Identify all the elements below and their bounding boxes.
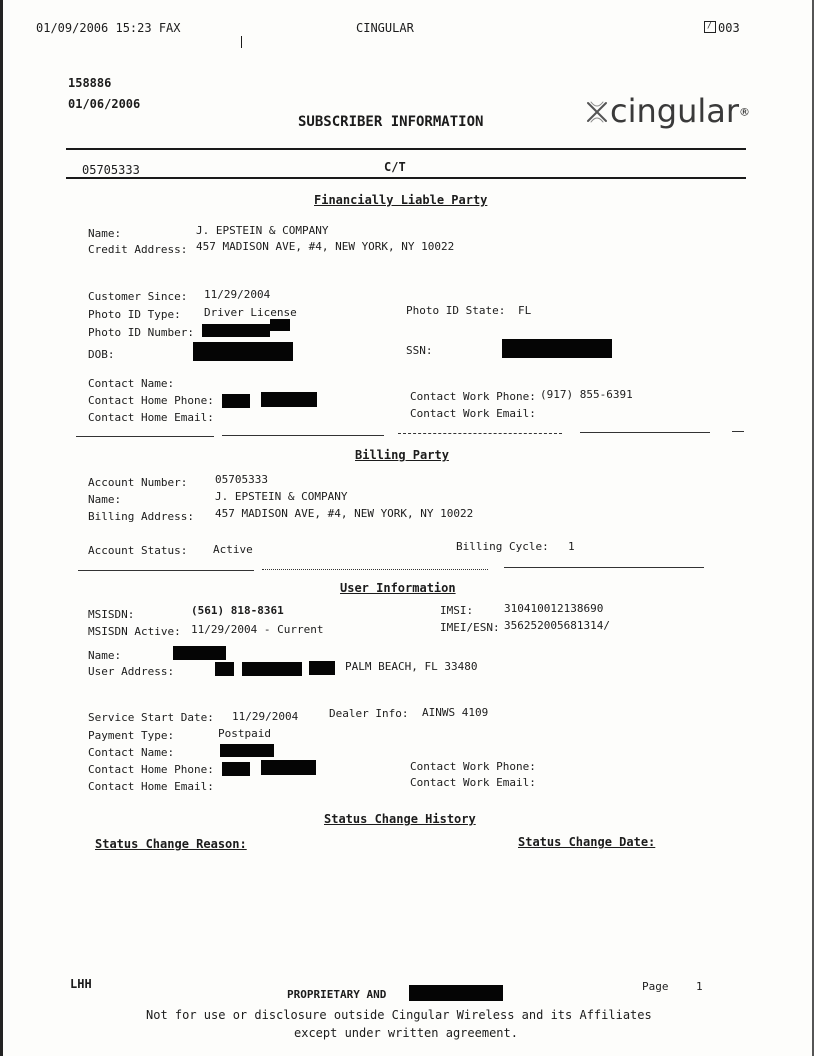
redaction-address-3 bbox=[309, 661, 335, 675]
bp-account-number: 05705333 bbox=[215, 473, 268, 486]
billing-party-heading: Billing Party bbox=[355, 448, 449, 462]
bp-account-number-label: Account Number: bbox=[88, 476, 188, 489]
fl-dob-label: DOB: bbox=[88, 348, 115, 361]
separator-2a bbox=[78, 570, 254, 571]
ui-contact-home-email-label: Contact Home Email: bbox=[88, 780, 214, 793]
bp-billing-cycle-label: Billing Cycle: bbox=[456, 540, 549, 553]
redaction-ssn bbox=[502, 339, 612, 358]
redaction-ui-home-phone-area bbox=[222, 762, 250, 776]
bp-name: J. EPSTEIN & COMPANY bbox=[215, 490, 348, 503]
ui-user-address-label: User Address: bbox=[88, 665, 175, 678]
user-information-heading: User Information bbox=[340, 581, 456, 595]
fl-photo-id-type-label: Photo ID Type: bbox=[88, 308, 181, 321]
ui-msisdn: (561) 818-8361 bbox=[191, 604, 284, 617]
footer-notice-line1: Not for use or disclosure outside Cingular Wireless and its Affiliates bbox=[146, 1008, 652, 1022]
ui-dealer-info-label: Dealer Info: bbox=[329, 707, 409, 720]
doc-date: 01/06/2006 bbox=[68, 97, 141, 111]
fl-customer-since: 11/29/2004 bbox=[204, 288, 271, 301]
fl-contact-work-phone: (917) 855-6391 bbox=[540, 388, 633, 401]
fax-page-icon: / bbox=[704, 21, 716, 33]
redaction-photo-id-number-2 bbox=[270, 319, 290, 331]
ref-number: 158886 bbox=[68, 76, 112, 90]
fax-sender: CINGULAR bbox=[356, 21, 414, 35]
footer-notice-line2: except under written agreement. bbox=[294, 1026, 518, 1040]
ui-service-start-label: Service Start Date: bbox=[88, 711, 214, 724]
redaction-fl-home-phone-area bbox=[222, 394, 250, 408]
footer-proprietary: PROPRIETARY AND bbox=[287, 988, 387, 1001]
fax-page-code: / 003 bbox=[704, 21, 740, 35]
bp-name-label: Name: bbox=[88, 493, 122, 506]
ui-payment-type: Postpaid bbox=[218, 727, 271, 740]
ui-imsi: 310410012138690 bbox=[504, 602, 604, 615]
redaction-ui-contact-name bbox=[220, 744, 274, 757]
redaction-user-name bbox=[173, 646, 226, 660]
separator-2b bbox=[262, 569, 488, 570]
scan-edge-left bbox=[0, 0, 3, 1056]
footer-initials: LHH bbox=[70, 977, 92, 991]
fl-name: J. EPSTEIN & COMPANY bbox=[196, 224, 329, 237]
header-top-rule bbox=[66, 148, 746, 150]
status-change-date-label: Status Change Date: bbox=[518, 835, 656, 849]
separator-1c bbox=[398, 433, 562, 434]
ui-contact-work-email-label: Contact Work Email: bbox=[410, 776, 536, 789]
cingular-logo bbox=[584, 92, 750, 136]
redaction-fl-home-phone bbox=[261, 392, 317, 407]
bp-billing-address-label: Billing Address: bbox=[88, 510, 194, 523]
fl-credit-address-label: Credit Address: bbox=[88, 243, 188, 256]
redaction-dob bbox=[193, 342, 293, 361]
page-title: SUBSCRIBER INFORMATION bbox=[298, 114, 484, 130]
fl-photo-id-type: Driver License bbox=[204, 306, 297, 319]
ui-name-label: Name: bbox=[88, 649, 122, 662]
separator-2c bbox=[504, 567, 704, 568]
ui-contact-home-phone-label: Contact Home Phone: bbox=[88, 763, 214, 776]
footer-page-number: 1 bbox=[696, 980, 703, 993]
logo-text: cingular bbox=[610, 92, 740, 130]
ui-msisdn-label: MSISDN: bbox=[88, 608, 135, 621]
fl-contact-name-label: Contact Name: bbox=[88, 377, 175, 390]
financially-liable-heading: Financially Liable Party bbox=[314, 193, 488, 207]
fl-name-label: Name: bbox=[88, 227, 122, 240]
redaction-address-1 bbox=[215, 662, 234, 676]
fl-contact-work-phone-label: Contact Work Phone: bbox=[410, 390, 536, 403]
fax-mark bbox=[241, 36, 242, 48]
ui-imei-label: IMEI/ESN: bbox=[440, 621, 500, 634]
redaction-ui-home-phone bbox=[261, 760, 316, 775]
separator-1b bbox=[222, 435, 384, 436]
fl-contact-home-phone-label: Contact Home Phone: bbox=[88, 394, 214, 407]
ui-payment-type-label: Payment Type: bbox=[88, 729, 175, 742]
fl-photo-id-state: FL bbox=[518, 304, 532, 317]
fax-datetime: 01/09/2006 15:23 FAX bbox=[36, 21, 181, 35]
ui-contact-name-label: Contact Name: bbox=[88, 746, 175, 759]
fl-customer-since-label: Customer Since: bbox=[88, 290, 188, 303]
separator-1d bbox=[580, 432, 710, 433]
separator-1e bbox=[732, 431, 744, 432]
fl-ssn-label: SSN: bbox=[406, 344, 433, 357]
account-number-header: 05705333 bbox=[82, 163, 140, 177]
logo-registered: ® bbox=[739, 105, 751, 119]
ct-label: C/T bbox=[384, 160, 406, 174]
ui-service-start: 11/29/2004 bbox=[232, 710, 299, 723]
fl-contact-home-email-label: Contact Home Email: bbox=[88, 411, 214, 424]
fl-photo-id-number-label: Photo ID Number: bbox=[88, 326, 194, 339]
header-bottom-rule bbox=[66, 177, 746, 179]
separator-1a bbox=[76, 436, 214, 437]
ui-msisdn-active: 11/29/2004 - Current bbox=[191, 623, 324, 636]
ui-imei: 356252005681314/ bbox=[504, 619, 610, 632]
footer-page-label: Page bbox=[642, 980, 669, 993]
redaction-footer bbox=[409, 985, 503, 1001]
cingular-x-icon bbox=[584, 99, 610, 125]
ui-contact-work-phone-label: Contact Work Phone: bbox=[410, 760, 536, 773]
ui-dealer-info: AINWS 4109 bbox=[422, 706, 489, 719]
bp-billing-address: 457 MADISON AVE, #4, NEW YORK, NY 10022 bbox=[215, 507, 474, 520]
bp-billing-cycle: 1 bbox=[568, 540, 575, 553]
ui-imsi-label: IMSI: bbox=[440, 604, 474, 617]
ui-user-address-city: PALM BEACH, FL 33480 bbox=[345, 660, 478, 673]
bp-account-status: Active bbox=[213, 543, 253, 556]
fl-photo-id-state-label: Photo ID State: bbox=[406, 304, 506, 317]
redaction-address-2 bbox=[242, 662, 302, 676]
bp-account-status-label: Account Status: bbox=[88, 544, 188, 557]
status-change-reason-label: Status Change Reason: bbox=[95, 837, 247, 851]
fl-contact-work-email-label: Contact Work Email: bbox=[410, 407, 536, 420]
fl-credit-address: 457 MADISON AVE, #4, NEW YORK, NY 10022 bbox=[196, 240, 455, 253]
ui-msisdn-active-label: MSISDN Active: bbox=[88, 625, 181, 638]
status-history-heading: Status Change History bbox=[324, 812, 476, 826]
redaction-photo-id-number bbox=[202, 324, 270, 337]
